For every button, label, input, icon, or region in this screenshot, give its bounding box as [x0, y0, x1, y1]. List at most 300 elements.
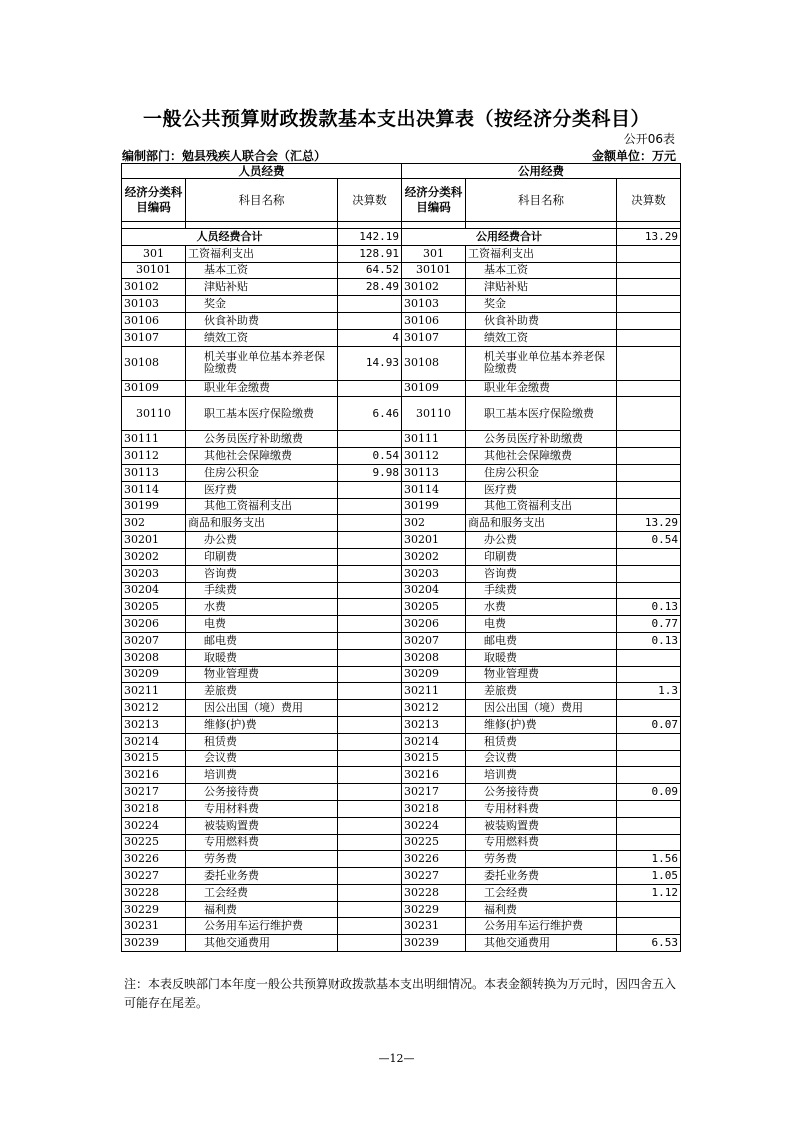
table-row: [122, 733, 681, 750]
cell-amount-right: 0.77: [617, 616, 681, 633]
header-amount-left: 决算数: [338, 179, 402, 222]
cell-name-left: 工资福利支出: [186, 245, 338, 262]
table-row: [122, 380, 681, 397]
cell-name-left: 印刷费: [186, 548, 338, 565]
cell-amount-left: [338, 582, 402, 599]
table-row: [122, 616, 681, 633]
cell-code-left: 30225: [122, 834, 186, 851]
cell-name-left: 工会经费: [186, 884, 338, 901]
cell-amount-right: 0.13: [617, 632, 681, 649]
cell-amount-left: [338, 380, 402, 397]
cell-name-right: 公务接待费: [466, 784, 617, 801]
total-amount-right: 13.29: [617, 229, 681, 246]
cell-amount-right: [617, 800, 681, 817]
table-row: [122, 599, 681, 616]
cell-name-right: 办公费: [466, 532, 617, 549]
cell-name-right: 工会经费: [466, 884, 617, 901]
cell-name-right: 其他工资福利支出: [466, 498, 617, 515]
cell-code-left: 30107: [122, 329, 186, 346]
cell-name-right: 印刷费: [466, 548, 617, 565]
cell-name-left: 租赁费: [186, 733, 338, 750]
cell-code-left: 30216: [122, 767, 186, 784]
cell-amount-left: [338, 599, 402, 616]
cell-amount-left: [338, 800, 402, 817]
column-header-row: [122, 179, 681, 222]
cell-name-right: 职业年金缴费: [466, 380, 617, 397]
cell-amount-right: 1.05: [617, 868, 681, 885]
cell-name-left: 物业管理费: [186, 666, 338, 683]
cell-amount-right: 1.3: [617, 683, 681, 700]
cell-name-right: 专用材料费: [466, 800, 617, 817]
cell-name-left: 公务员医疗补助缴费: [186, 431, 338, 448]
cell-name-right: 福利费: [466, 901, 617, 918]
total-row: [122, 229, 681, 246]
table-row: [122, 397, 681, 431]
cell-name-right: 取暖费: [466, 649, 617, 666]
table-meta-row: [122, 147, 680, 163]
cell-amount-left: [338, 716, 402, 733]
cell-code-right: 30106: [402, 312, 466, 329]
table-row: [122, 649, 681, 666]
cell-amount-right: [617, 901, 681, 918]
cell-amount-left: [338, 649, 402, 666]
cell-code-left: 30212: [122, 700, 186, 717]
cell-amount-left: [338, 901, 402, 918]
cell-amount-right: 1.56: [617, 851, 681, 868]
cell-code-left: 30201: [122, 532, 186, 549]
total-label-right: 公用经费合计: [402, 229, 617, 246]
total-label-left: 人员经费合计: [122, 229, 338, 246]
cell-code-left: 30199: [122, 498, 186, 515]
cell-amount-left: [338, 515, 402, 532]
table-row: [122, 279, 681, 296]
table-row: [122, 464, 681, 481]
cell-amount-right: [617, 346, 681, 380]
cell-code-left: 30239: [122, 935, 186, 952]
cell-name-right: 其他社会保障缴费: [466, 448, 617, 465]
cell-amount-left: [338, 683, 402, 700]
cell-amount-left: [338, 935, 402, 952]
cell-amount-right: 13.29: [617, 515, 681, 532]
table-row: [122, 784, 681, 801]
cell-name-right: 公务用车运行维护费: [466, 918, 617, 935]
section-personnel: 人员经费: [122, 164, 402, 179]
cell-code-right: 30113: [402, 464, 466, 481]
cell-amount-left: [338, 498, 402, 515]
cell-name-right: 伙食补助费: [466, 312, 617, 329]
cell-code-right: 30226: [402, 851, 466, 868]
cell-amount-right: [617, 565, 681, 582]
table-row: [122, 296, 681, 313]
expenditure-table: [121, 163, 681, 952]
cell-code-right: 302: [402, 515, 466, 532]
cell-name-left: 公务接待费: [186, 784, 338, 801]
cell-code-right: 30231: [402, 918, 466, 935]
cell-code-right: 30112: [402, 448, 466, 465]
section-public: 公用经费: [402, 164, 681, 179]
cell-code-left: 30211: [122, 683, 186, 700]
cell-name-right: 职工基本医疗保险缴费: [466, 397, 617, 431]
cell-amount-left: [338, 733, 402, 750]
cell-name-left: 奖金: [186, 296, 338, 313]
cell-amount-right: 0.13: [617, 599, 681, 616]
cell-code-left: 30226: [122, 851, 186, 868]
cell-name-left: 差旅费: [186, 683, 338, 700]
cell-name-left: 委托业务费: [186, 868, 338, 885]
cell-amount-left: 6.46: [338, 397, 402, 431]
cell-code-left: 30203: [122, 565, 186, 582]
cell-amount-left: [338, 548, 402, 565]
cell-code-right: 30202: [402, 548, 466, 565]
cell-amount-left: [338, 616, 402, 633]
cell-code-left: 30207: [122, 632, 186, 649]
cell-amount-left: [338, 918, 402, 935]
cell-code-left: 30228: [122, 884, 186, 901]
cell-code-right: 301: [402, 245, 466, 262]
cell-amount-left: [338, 666, 402, 683]
cell-code-right: 30214: [402, 733, 466, 750]
cell-code-left: 30202: [122, 548, 186, 565]
cell-code-right: 30229: [402, 901, 466, 918]
cell-code-right: 30203: [402, 565, 466, 582]
cell-code-right: 30215: [402, 750, 466, 767]
cell-name-right: 绩效工资: [466, 329, 617, 346]
cell-name-right: 劳务费: [466, 851, 617, 868]
cell-name-right: 住房公积金: [466, 464, 617, 481]
header-amount-right: 决算数: [617, 179, 681, 222]
cell-code-right: 30204: [402, 582, 466, 599]
header-code-left: 经济分类科目编码: [122, 179, 186, 222]
cell-code-left: 30208: [122, 649, 186, 666]
cell-name-left: 基本工资: [186, 262, 338, 279]
cell-name-right: 商品和服务支出: [466, 515, 617, 532]
cell-name-left: 住房公积金: [186, 464, 338, 481]
cell-amount-left: [338, 750, 402, 767]
cell-code-right: 30216: [402, 767, 466, 784]
cell-code-right: 30218: [402, 800, 466, 817]
table-row: [122, 262, 681, 279]
cell-code-right: 30206: [402, 616, 466, 633]
cell-amount-right: [617, 548, 681, 565]
table-row: [122, 582, 681, 599]
cell-name-right: 咨询费: [466, 565, 617, 582]
cell-name-left: 因公出国（境）费用: [186, 700, 338, 717]
cell-name-left: 专用燃料费: [186, 834, 338, 851]
table-row: [122, 767, 681, 784]
cell-name-left: 公务用车运行维护费: [186, 918, 338, 935]
cell-amount-right: [617, 397, 681, 431]
cell-amount-right: [617, 245, 681, 262]
cell-amount-right: [617, 448, 681, 465]
cell-amount-right: [617, 431, 681, 448]
cell-code-right: 30228: [402, 884, 466, 901]
cell-code-left: 30215: [122, 750, 186, 767]
cell-amount-right: [617, 582, 681, 599]
cell-code-right: 30110: [402, 397, 466, 431]
cell-name-left: 电费: [186, 616, 338, 633]
cell-code-left: 30110: [122, 397, 186, 431]
cell-amount-left: 28.49: [338, 279, 402, 296]
cell-name-right: 水费: [466, 599, 617, 616]
cell-code-left: 30224: [122, 817, 186, 834]
cell-name-left: 津贴补贴: [186, 279, 338, 296]
table-row: [122, 750, 681, 767]
cell-amount-right: [617, 817, 681, 834]
cell-name-left: 职工基本医疗保险缴费: [186, 397, 338, 431]
table-row: [122, 245, 681, 262]
cell-code-right: 30209: [402, 666, 466, 683]
cell-amount-right: [617, 834, 681, 851]
table-row: [122, 884, 681, 901]
page-title: 一般公共预算财政拨款基本支出决算表（按经济分类科目）: [142, 108, 650, 130]
cell-amount-right: [617, 649, 681, 666]
table-row: [122, 431, 681, 448]
cell-code-right: 30225: [402, 834, 466, 851]
cell-name-left: 职业年金缴费: [186, 380, 338, 397]
cell-amount-left: 9.98: [338, 464, 402, 481]
cell-name-left: 福利费: [186, 901, 338, 918]
cell-name-left: 被装购置费: [186, 817, 338, 834]
cell-amount-left: [338, 851, 402, 868]
table-row: [122, 918, 681, 935]
cell-amount-left: [338, 431, 402, 448]
cell-amount-left: [338, 481, 402, 498]
cell-amount-right: [617, 700, 681, 717]
cell-code-right: 30207: [402, 632, 466, 649]
header-name-left: 科目名称: [186, 179, 338, 222]
cell-name-left: 其他工资福利支出: [186, 498, 338, 515]
cell-code-left: 30213: [122, 716, 186, 733]
table-row: [122, 683, 681, 700]
cell-code-left: 30103: [122, 296, 186, 313]
table-row: [122, 935, 681, 952]
table-row: [122, 700, 681, 717]
cell-amount-right: [617, 498, 681, 515]
cell-name-left: 劳务费: [186, 851, 338, 868]
cell-code-left: 30217: [122, 784, 186, 801]
cell-code-right: 30101: [402, 262, 466, 279]
cell-name-left: 机关事业单位基本养老保险缴费: [186, 346, 338, 380]
cell-amount-left: [338, 868, 402, 885]
cell-name-right: 公务员医疗补助缴费: [466, 431, 617, 448]
cell-amount-right: 0.54: [617, 532, 681, 549]
table-row: [122, 329, 681, 346]
cell-name-left: 其他社会保障缴费: [186, 448, 338, 465]
cell-name-right: 差旅费: [466, 683, 617, 700]
cell-name-right: 基本工资: [466, 262, 617, 279]
cell-name-left: 伙食补助费: [186, 312, 338, 329]
cell-code-right: 30109: [402, 380, 466, 397]
cell-code-left: 30214: [122, 733, 186, 750]
table-row: [122, 851, 681, 868]
cell-code-left: 30206: [122, 616, 186, 633]
footnote: 注：本表反映部门本年度一般公共预算财政拨款基本支出明细情况。本表金额转换为万元时，因四舍五入可能存在尾差。: [124, 977, 677, 1010]
cell-amount-left: [338, 565, 402, 582]
cell-name-right: 租赁费: [466, 733, 617, 750]
cell-name-right: 其他交通费用: [466, 935, 617, 952]
cell-code-left: 302: [122, 515, 186, 532]
cell-code-right: 30108: [402, 346, 466, 380]
cell-amount-right: [617, 380, 681, 397]
cell-name-right: 电费: [466, 616, 617, 633]
cell-amount-left: 128.91: [338, 245, 402, 262]
cell-amount-left: [338, 767, 402, 784]
cell-code-right: 30201: [402, 532, 466, 549]
table-row: [122, 346, 681, 380]
cell-code-left: 30109: [122, 380, 186, 397]
cell-code-left: 30106: [122, 312, 186, 329]
cell-name-right: 因公出国（境）费用: [466, 700, 617, 717]
table-row: [122, 515, 681, 532]
cell-code-left: 30108: [122, 346, 186, 380]
cell-amount-left: 0.54: [338, 448, 402, 465]
cell-amount-left: 4: [338, 329, 402, 346]
cell-name-left: 专用材料费: [186, 800, 338, 817]
cell-amount-left: [338, 884, 402, 901]
table-row: [122, 817, 681, 834]
cell-name-right: 维修(护)费: [466, 716, 617, 733]
cell-code-right: 30114: [402, 481, 466, 498]
cell-code-right: 30111: [402, 431, 466, 448]
cell-name-right: 被装购置费: [466, 817, 617, 834]
cell-name-right: 工资福利支出: [466, 245, 617, 262]
cell-code-left: 30231: [122, 918, 186, 935]
cell-name-left: 维修(护)费: [186, 716, 338, 733]
cell-code-left: 30101: [122, 262, 186, 279]
cell-code-left: 30112: [122, 448, 186, 465]
cell-code-left: 30227: [122, 868, 186, 885]
cell-name-left: 培训费: [186, 767, 338, 784]
cell-amount-left: [338, 296, 402, 313]
table-row: [122, 481, 681, 498]
table-row: [122, 716, 681, 733]
table-row: [122, 498, 681, 515]
table-row: [122, 800, 681, 817]
cell-code-left: 30102: [122, 279, 186, 296]
total-amount-left: 142.19: [338, 229, 402, 246]
cell-name-left: 医疗费: [186, 481, 338, 498]
table-row: [122, 565, 681, 582]
cell-amount-left: 64.52: [338, 262, 402, 279]
cell-name-left: 商品和服务支出: [186, 515, 338, 532]
cell-name-right: 专用燃料费: [466, 834, 617, 851]
cell-amount-right: [617, 329, 681, 346]
cell-amount-left: [338, 312, 402, 329]
cell-amount-left: [338, 834, 402, 851]
cell-amount-right: [617, 767, 681, 784]
cell-name-left: 邮电费: [186, 632, 338, 649]
cell-code-right: 30213: [402, 716, 466, 733]
cell-name-right: 会议费: [466, 750, 617, 767]
section-header-row: [122, 164, 681, 179]
cell-code-left: 30113: [122, 464, 186, 481]
cell-name-right: 培训费: [466, 767, 617, 784]
cell-amount-left: [338, 632, 402, 649]
cell-amount-right: 1.12: [617, 884, 681, 901]
cell-name-right: 津贴补贴: [466, 279, 617, 296]
table-row: [122, 666, 681, 683]
table-row: [122, 834, 681, 851]
table-row: [122, 312, 681, 329]
cell-code-right: 30208: [402, 649, 466, 666]
cell-code-right: 30212: [402, 700, 466, 717]
cell-amount-right: 0.07: [617, 716, 681, 733]
cell-name-left: 其他交通费用: [186, 935, 338, 952]
cell-code-right: 30199: [402, 498, 466, 515]
cell-amount-left: [338, 817, 402, 834]
cell-code-right: 30103: [402, 296, 466, 313]
cell-name-right: 奖金: [466, 296, 617, 313]
form-number: 公开06表: [623, 132, 675, 146]
cell-code-right: 30227: [402, 868, 466, 885]
table-row: [122, 448, 681, 465]
cell-amount-left: [338, 700, 402, 717]
unit-label: 金额单位：万元: [591, 149, 676, 163]
cell-amount-right: [617, 312, 681, 329]
cell-name-left: 水费: [186, 599, 338, 616]
table-row: [122, 532, 681, 549]
cell-name-left: 咨询费: [186, 565, 338, 582]
cell-code-left: 30204: [122, 582, 186, 599]
cell-code-left: 30209: [122, 666, 186, 683]
cell-code-left: 30229: [122, 901, 186, 918]
cell-code-right: 30211: [402, 683, 466, 700]
cell-amount-left: [338, 532, 402, 549]
cell-code-right: 30217: [402, 784, 466, 801]
cell-amount-right: [617, 296, 681, 313]
cell-name-left: 取暖费: [186, 649, 338, 666]
cell-amount-right: [617, 666, 681, 683]
cell-name-right: 物业管理费: [466, 666, 617, 683]
header-code-right: 经济分类科目编码: [402, 179, 466, 222]
table-row: [122, 868, 681, 885]
table-row: [122, 548, 681, 565]
table-row: [122, 901, 681, 918]
cell-amount-right: [617, 481, 681, 498]
cell-name-right: 邮电费: [466, 632, 617, 649]
cell-code-right: 30107: [402, 329, 466, 346]
cell-code-right: 30239: [402, 935, 466, 952]
header-name-right: 科目名称: [466, 179, 617, 222]
cell-amount-right: [617, 750, 681, 767]
spacer-row: [122, 222, 681, 229]
cell-name-left: 手续费: [186, 582, 338, 599]
cell-code-left: 30218: [122, 800, 186, 817]
cell-amount-right: [617, 279, 681, 296]
cell-amount-right: [617, 464, 681, 481]
cell-amount-right: 6.53: [617, 935, 681, 952]
cell-amount-right: [617, 918, 681, 935]
cell-name-right: 手续费: [466, 582, 617, 599]
cell-code-left: 30111: [122, 431, 186, 448]
cell-code-left: 30205: [122, 599, 186, 616]
cell-code-right: 30205: [402, 599, 466, 616]
cell-name-left: 会议费: [186, 750, 338, 767]
cell-amount-left: 14.93: [338, 346, 402, 380]
cell-name-right: 委托业务费: [466, 868, 617, 885]
page-number: —12—: [378, 1052, 415, 1065]
cell-code-left: 301: [122, 245, 186, 262]
cell-name-right: 医疗费: [466, 481, 617, 498]
cell-code-right: 30224: [402, 817, 466, 834]
cell-amount-right: 0.09: [617, 784, 681, 801]
cell-amount-right: [617, 733, 681, 750]
cell-code-left: 30114: [122, 481, 186, 498]
cell-name-left: 绩效工资: [186, 329, 338, 346]
cell-name-left: 办公费: [186, 532, 338, 549]
cell-amount-left: [338, 784, 402, 801]
department-label: 编制部门：勉县残疾人联合会（汇总）: [122, 149, 327, 163]
